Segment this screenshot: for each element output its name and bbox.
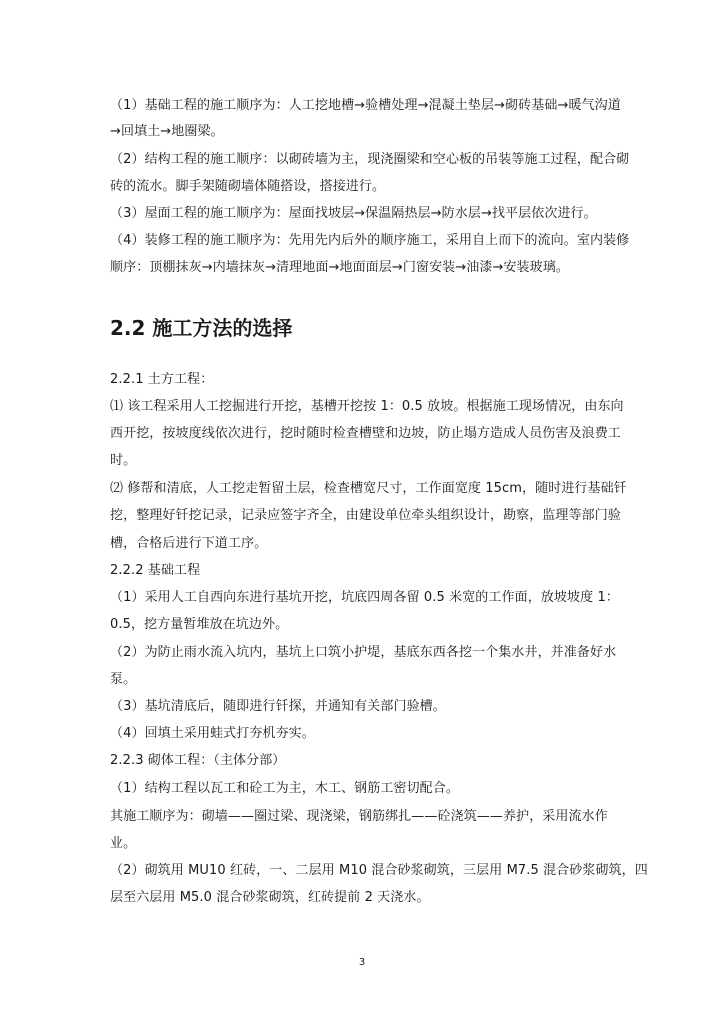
paragraph-line: （4）回填土采用蛙式打夯机夯实。 xyxy=(110,726,315,741)
paragraph-line: 业。 xyxy=(110,836,137,851)
paragraph-line: ⑵ 修帮和清底，人工挖走暂留土层，检查槽宽尺寸，工作面宽度 15cm，随时进行基础钎 xyxy=(110,481,627,496)
paragraph-line: （2）砌筑用 MU10 红砖，一、二层用 M10 混合砂浆砌筑，三层用 M7.5 混合砂浆砌筑，四 xyxy=(110,863,648,878)
paragraph-line: （2）为防止雨水流入坑内，基坑上口筑小护堤，基底东西各挖一个集水井，并准备好水 xyxy=(110,645,617,660)
paragraph-line: ⑴ 该工程采用人工挖掘进行开挖，基槽开挖按 1：0.5 放坡。根据施工现场情况，由东向 xyxy=(110,399,624,414)
paragraph-line: （2）结构工程的施工顺序：以砌砖墙为主，现浇圈梁和空心板的吊装等施工过程，配合砌 xyxy=(110,152,630,167)
paragraph-line: →回填土→地圈梁。 xyxy=(110,124,224,139)
paragraph-line: 泵。 xyxy=(110,672,137,687)
paragraph-line: 砖的流水。脚手架随砌墙体随搭设，搭接进行。 xyxy=(110,179,386,194)
paragraph-line: （1）基础工程的施工顺序为：人工挖地槽→验槽处理→混凝土垫层→砌砖基础→暖气沟道 xyxy=(110,98,621,113)
paragraph-line: 槽，合格后进行下道工序。 xyxy=(110,536,268,551)
paragraph-line: 层至六层用 M5.0 混合砂浆砌筑，红砖提前 2 天浇水。 xyxy=(110,890,430,905)
paragraph-line: （3）基坑清底后，随即进行钎探，并通知有关部门验槽。 xyxy=(110,699,446,714)
paragraph-line: （1）结构工程以瓦工和砼工为主，木工、钢筋工密切配合。 xyxy=(110,781,459,796)
subsection-heading: 2.2.2 基础工程 xyxy=(110,563,201,578)
paragraph-line: （1）采用人工自西向东进行基坑开挖，坑底四周各留 0.5 米宽的工作面，放坡坡度 1： xyxy=(110,590,619,605)
paragraph-line: 时。 xyxy=(110,453,137,468)
subsection-heading: 2.2.3 砌体工程：（主体分部） xyxy=(110,753,286,768)
paragraph-line: 顺序：顶棚抹灰→内墙抹灰→清理地面→地面面层→门窗安装→油漆→安装玻璃。 xyxy=(110,260,569,275)
page-number: 3 xyxy=(358,957,366,968)
paragraph-line: 挖，整理好钎挖记录，记录应签字齐全，由建设单位牵头组织设计，勘察，监理等部门验 xyxy=(110,508,621,523)
subsection-heading: 2.2.1 土方工程： xyxy=(110,372,214,387)
paragraph-line: （4）装修工程的施工顺序为：先用先内后外的顺序施工，采用自上而下的流向。室内装修 xyxy=(110,233,630,248)
section-heading: 2.2 施工方法的选择 xyxy=(110,316,293,340)
paragraph-line: 西开挖，按坡度线依次进行，挖时随时检查槽壁和边坡，防止塌方造成人员伤害及浪费工 xyxy=(110,426,621,441)
paragraph-line: （3）屋面工程的施工顺序为：屋面找坡层→保温隔热层→防水层→找平层依次进行。 xyxy=(110,206,597,221)
paragraph-line: 0.5，挖方量暂堆放在坑边外。 xyxy=(110,617,289,632)
paragraph-line: 其施工顺序为：砌墙——圈过梁、现浇梁，钢筋绑扎——砼浇筑——养护，采用流水作 xyxy=(110,809,608,824)
